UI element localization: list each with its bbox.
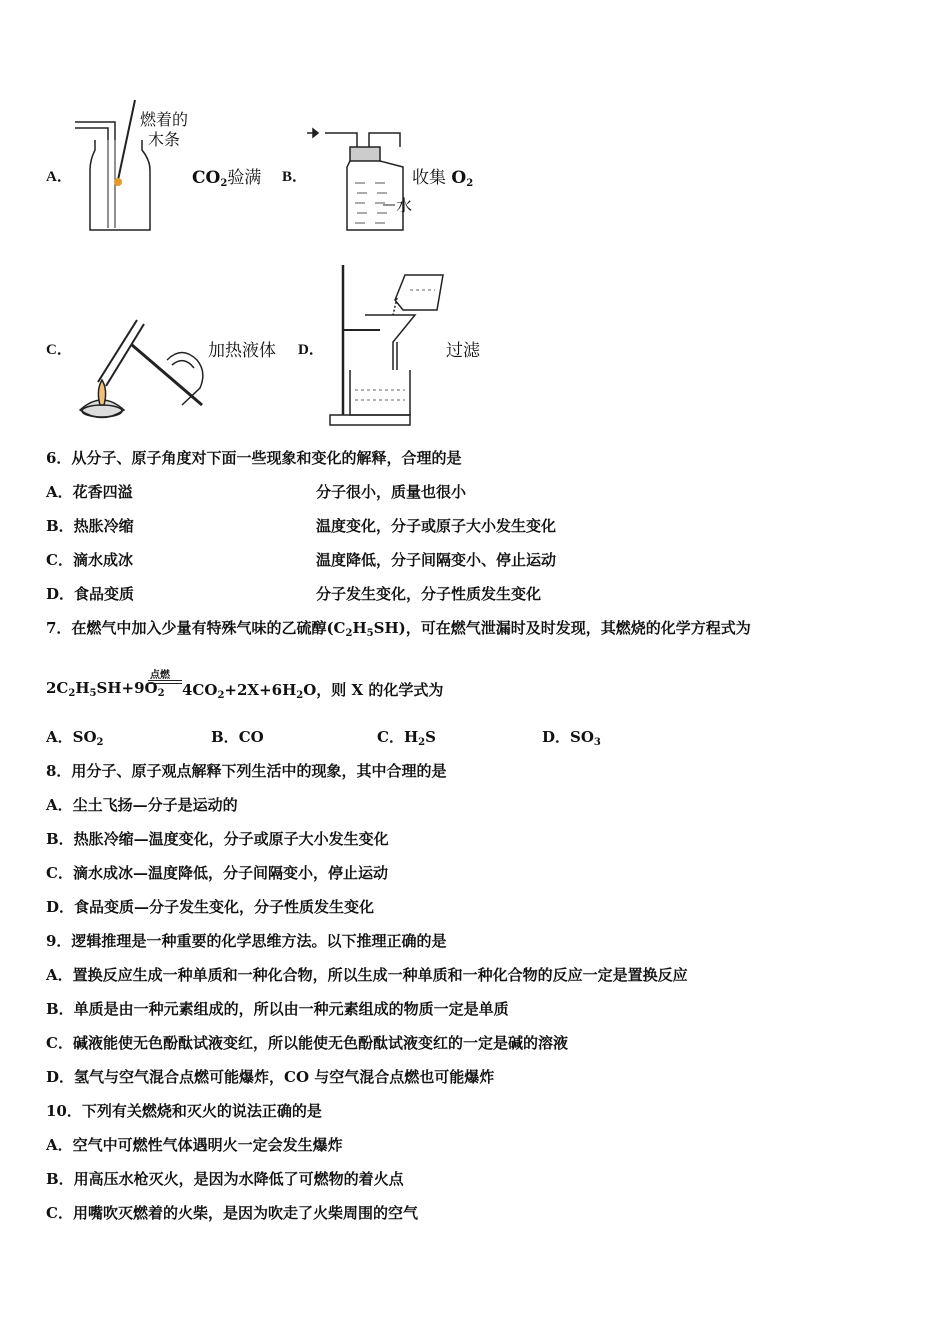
q8-option-c: C．滴水成冰—温度降低，分子间隔变小，停止运动 (46, 864, 388, 882)
option-a-letter: A． (46, 169, 72, 185)
q6-option-b: B．热胀冷缩 (46, 517, 134, 535)
q6-option-d-explanation: 分子发生变化，分子性质发生变化 (316, 585, 542, 603)
q6-option-a-explanation: 分子很小，质量也很小 (316, 483, 467, 501)
q9-option-b: B．单质是由一种元素组成的，所以由一种元素组成的物质一定是单质 (46, 1000, 509, 1018)
q6-option-c-explanation: 温度降低，分子间隔变小、停止运动 (316, 551, 557, 569)
q7-option-a: A．$SO_2$ (46, 728, 104, 748)
q6-option-d: D．食品变质 (46, 585, 135, 603)
q8-option-a: A．尘土飞扬—分子是运动的 (46, 796, 238, 814)
q10-stem: 10．下列有关燃烧和灭火的说法正确的是 (46, 1102, 322, 1120)
q10-option-b: B．用高压水枪灭火，是因为水降低了可燃物的着火点 (46, 1170, 404, 1188)
q9-option-d: D．氢气与空气混合点燃可能爆炸，CO 与空气混合点燃也可能爆炸 (46, 1068, 495, 1086)
q9-stem: 9．逻辑推理是一种重要的化学思维方法。以下推理正确的是 (46, 932, 447, 950)
option-b-letter: B． (282, 169, 308, 185)
q7-option-c: C．$H_2S$ (377, 728, 436, 748)
reaction-arrow (148, 680, 182, 684)
option-c-caption: 加热液体 (208, 341, 276, 361)
option-a-caption: $CO_2$验满 (192, 168, 262, 189)
option-d-letter: D． (298, 342, 324, 358)
q7-equation-left: $2C_2H_5SH+9O_2$ (46, 679, 165, 699)
gas-collection-bottle-figure (305, 125, 415, 235)
q10-option-a: A．空气中可燃性气体遇明火一定会发生爆炸 (46, 1136, 343, 1154)
q6-stem: 6．从分子、原子角度对下面一些现象和变化的解释，合理的是 (46, 449, 462, 467)
reaction-condition: 点燃 (150, 670, 170, 681)
burning-stick-label: 燃着的 木条 (140, 110, 189, 149)
q7-option-b: B．CO (211, 728, 264, 746)
q7-equation-right: $4CO_2+2X+6H_2O$，则 X 的化学式为 (182, 681, 444, 701)
heating-liquid-figure (72, 310, 212, 430)
option-d-caption: 过滤 (446, 341, 480, 361)
q7-option-d: D．$SO_3$ (542, 728, 601, 748)
water-label: 水 (396, 196, 413, 215)
q6-option-b-explanation: 温度变化，分子或原子大小发生变化 (316, 517, 557, 535)
q6-option-a: A．花香四溢 (46, 483, 133, 501)
option-b-caption: 收集 $O_2$ (412, 168, 474, 189)
q8-stem: 8．用分子、原子观点解释下列生活中的现象，其中合理的是 (46, 762, 447, 780)
q10-option-c: C．用嘴吹灭燃着的火柴，是因为吹走了火柴周围的空气 (46, 1204, 418, 1222)
q8-option-b: B．热胀冷缩—温度变化，分子或原子大小发生变化 (46, 830, 389, 848)
flame-icon (114, 178, 122, 186)
filtration-figure (325, 260, 450, 430)
q7-stem: 7．在燃气中加入少量有特殊气味的乙硫醇$(C_2H_5SH)$，可在燃气泄漏时及时发现，其燃烧的化学方程式为 (46, 619, 751, 639)
q9-option-c: C．碱液能使无色酚酞试液变红，所以能使无色酚酞试液变红的一定是碱的溶液 (46, 1034, 568, 1052)
q9-option-a: A．置换反应生成一种单质和一种化合物，所以生成一种单质和一种化合物的反应一定是置换反应 (46, 966, 688, 984)
option-c-letter: C． (46, 342, 72, 358)
q8-option-d: D．食品变质—分子发生变化，分子性质发生变化 (46, 898, 375, 916)
q6-option-c: C．滴水成冰 (46, 551, 133, 569)
